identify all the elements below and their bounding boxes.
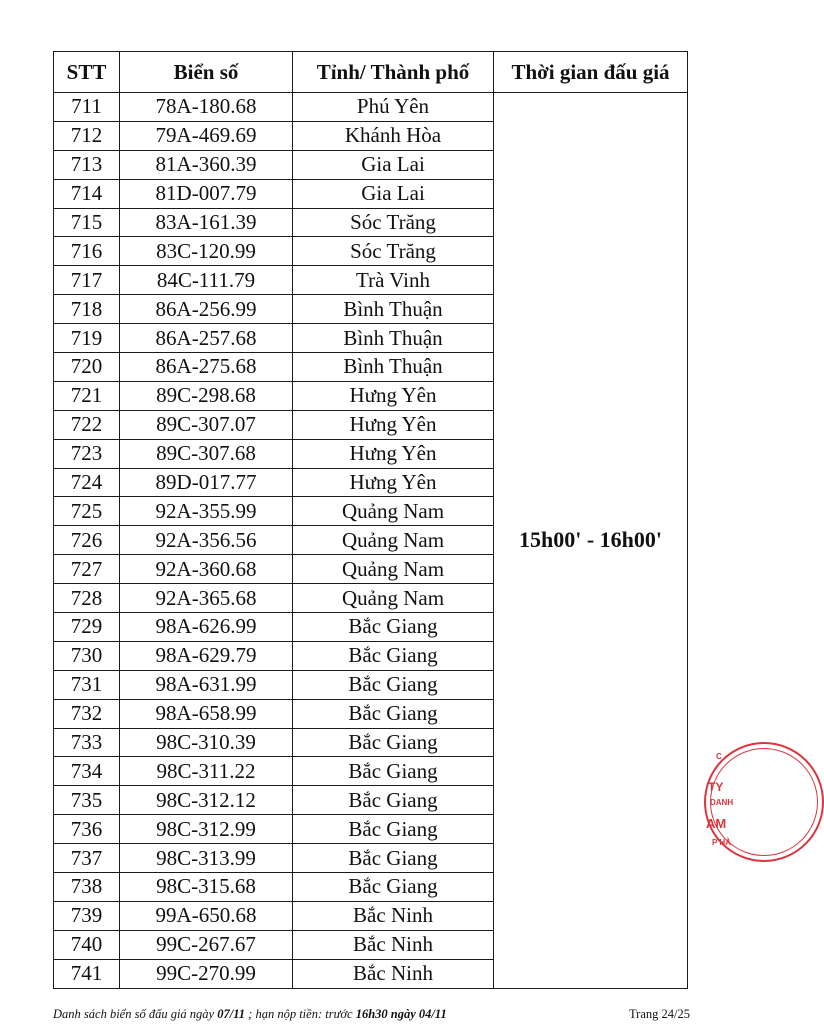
stamp-text: DANH — [710, 798, 734, 807]
row-province: Bình Thuận — [293, 295, 494, 324]
row-province: Quảng Nam — [293, 526, 494, 555]
row-province: Gia Lai — [293, 179, 494, 208]
row-stt: 720 — [54, 353, 120, 382]
row-stt: 733 — [54, 728, 120, 757]
row-plate-number: 92A-365.68 — [120, 584, 293, 613]
row-plate-number: 92A-355.99 — [120, 497, 293, 526]
row-province: Bắc Giang — [293, 670, 494, 699]
row-province: Hưng Yên — [293, 410, 494, 439]
row-stt: 738 — [54, 873, 120, 902]
row-stt: 741 — [54, 959, 120, 988]
row-province: Bắc Giang — [293, 641, 494, 670]
row-stt: 737 — [54, 844, 120, 873]
row-plate-number: 86A-256.99 — [120, 295, 293, 324]
row-province: Sóc Trăng — [293, 237, 494, 266]
table-header-row — [54, 52, 688, 93]
row-stt: 736 — [54, 815, 120, 844]
stamp-text: P HÀ — [712, 838, 731, 847]
row-stt: 729 — [54, 613, 120, 642]
company-seal-stamp — [700, 740, 734, 870]
row-stt: 739 — [54, 901, 120, 930]
row-stt: 735 — [54, 786, 120, 815]
row-province: Bắc Giang — [293, 873, 494, 902]
row-plate-number: 78A-180.68 — [120, 93, 293, 122]
row-province: Bắc Giang — [293, 699, 494, 728]
stamp-text: AM — [706, 816, 727, 831]
row-plate-number: 98C-312.12 — [120, 786, 293, 815]
row-plate-number: 99C-267.67 — [120, 930, 293, 959]
row-province: Bắc Ninh — [293, 959, 494, 988]
row-plate-number: 83C-120.99 — [120, 237, 293, 266]
row-stt: 740 — [54, 930, 120, 959]
row-plate-number: 98C-310.39 — [120, 728, 293, 757]
row-province: Hưng Yên — [293, 439, 494, 468]
row-province: Trà Vinh — [293, 266, 494, 295]
row-plate-number: 81D-007.79 — [120, 179, 293, 208]
row-province: Bắc Giang — [293, 815, 494, 844]
auction-time-cell: 15h00' - 16h00' — [494, 93, 688, 989]
header-auction-time: Thời gian đấu giá — [494, 52, 688, 93]
row-province: Bình Thuận — [293, 353, 494, 382]
row-plate-number: 92A-360.68 — [120, 555, 293, 584]
page-number: Trang 24/25 — [628, 1007, 690, 1021]
row-stt: 726 — [54, 526, 120, 555]
row-plate-number: 98A-658.99 — [120, 699, 293, 728]
row-stt: 711 — [54, 93, 120, 122]
row-stt: 717 — [54, 266, 120, 295]
row-plate-number: 86A-257.68 — [120, 324, 293, 353]
row-plate-number: 86A-275.68 — [120, 353, 293, 382]
row-province: Quảng Nam — [293, 584, 494, 613]
row-province: Sóc Trăng — [293, 208, 494, 237]
row-plate-number: 89C-307.68 — [120, 439, 293, 468]
row-plate-number: 98A-629.79 — [120, 641, 293, 670]
header-province: Tỉnh/ Thành phố — [293, 52, 494, 93]
row-plate-number: 98C-312.99 — [120, 815, 293, 844]
row-stt: 724 — [54, 468, 120, 497]
table-row — [54, 93, 688, 122]
row-stt: 723 — [54, 439, 120, 468]
row-province: Bắc Ninh — [293, 901, 494, 930]
row-province: Quảng Nam — [293, 497, 494, 526]
row-stt: 727 — [54, 555, 120, 584]
row-province: Khánh Hòa — [293, 121, 494, 150]
row-province: Phú Yên — [293, 93, 494, 122]
row-stt: 728 — [54, 584, 120, 613]
row-province: Bắc Giang — [293, 613, 494, 642]
footer-auction-date: 07/11 — [217, 1007, 246, 1021]
row-stt: 721 — [54, 381, 120, 410]
row-province: Gia Lai — [293, 150, 494, 179]
row-stt: 713 — [54, 150, 120, 179]
row-stt: 732 — [54, 699, 120, 728]
header-plate: Biển số — [120, 52, 293, 93]
row-stt: 716 — [54, 237, 120, 266]
row-plate-number: 83A-161.39 — [120, 208, 293, 237]
row-plate-number: 98C-311.22 — [120, 757, 293, 786]
row-plate-number: 89C-307.07 — [120, 410, 293, 439]
row-stt: 715 — [54, 208, 120, 237]
footer-note — [53, 1007, 447, 1022]
row-stt: 734 — [54, 757, 120, 786]
row-plate-number: 89C-298.68 — [120, 381, 293, 410]
stamp-text: TY — [708, 780, 724, 794]
row-province: Bắc Ninh — [293, 930, 494, 959]
row-plate-number: 99A-650.68 — [120, 901, 293, 930]
row-province: Bắc Giang — [293, 844, 494, 873]
row-plate-number: 92A-356.56 — [120, 526, 293, 555]
row-stt: 730 — [54, 641, 120, 670]
row-stt: 714 — [54, 179, 120, 208]
row-province: Hưng Yên — [293, 468, 494, 497]
row-plate-number: 79A-469.69 — [120, 121, 293, 150]
row-province: Hưng Yên — [293, 381, 494, 410]
row-province: Bắc Giang — [293, 786, 494, 815]
row-plate-number: 98C-315.68 — [120, 873, 293, 902]
row-plate-number: 98C-313.99 — [120, 844, 293, 873]
header-stt: STT — [54, 52, 120, 93]
row-province: Bắc Giang — [293, 728, 494, 757]
row-plate-number: 84C-111.79 — [120, 266, 293, 295]
row-stt: 719 — [54, 324, 120, 353]
footer-middle: ; hạn nộp tiền: trước — [245, 1007, 356, 1021]
row-plate-number: 89D-017.77 — [120, 468, 293, 497]
row-stt: 712 — [54, 121, 120, 150]
row-plate-number: 99C-270.99 — [120, 959, 293, 988]
row-stt: 731 — [54, 670, 120, 699]
row-plate-number: 98A-626.99 — [120, 613, 293, 642]
row-province: Quảng Nam — [293, 555, 494, 584]
row-province: Bình Thuận — [293, 324, 494, 353]
row-plate-number: 81A-360.39 — [120, 150, 293, 179]
row-province: Bắc Giang — [293, 757, 494, 786]
row-stt: 722 — [54, 410, 120, 439]
auction-plate-table — [53, 51, 688, 989]
footer-prefix: Danh sách biển số đấu giá ngày — [53, 1007, 218, 1021]
table-body — [54, 93, 688, 989]
row-plate-number: 98A-631.99 — [120, 670, 293, 699]
stamp-text: C — [716, 752, 722, 761]
row-stt: 725 — [54, 497, 120, 526]
footer-deadline: 16h30 ngày 04/11 — [355, 1007, 447, 1021]
row-stt: 718 — [54, 295, 120, 324]
